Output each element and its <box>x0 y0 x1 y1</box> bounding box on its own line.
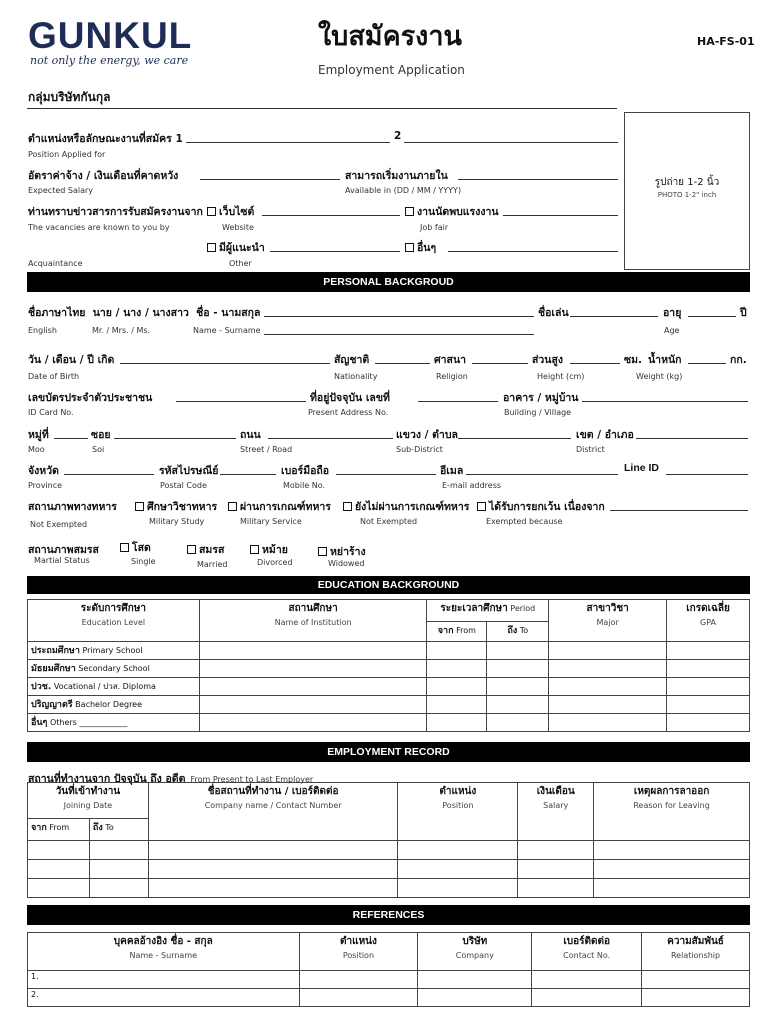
district-field[interactable] <box>636 438 748 439</box>
weight-unit: กก. <box>730 354 747 366</box>
education-row <box>28 660 750 678</box>
acquaintance-field[interactable] <box>270 251 400 252</box>
building-label: อาคาร / หมู่บ้าน <box>503 392 579 404</box>
military-option-notexempt[interactable]: ยังไม่ผ่านการเกณฑ์ทหาร <box>343 498 469 515</box>
education-row <box>28 642 750 660</box>
road-label-en: Street / Road <box>240 445 293 454</box>
road-label: ถนน <box>240 429 261 441</box>
personal-section-bar: PERSONAL BACKGROUD <box>27 272 750 292</box>
religion-label: ศาสนา <box>434 354 467 366</box>
education-level-cell: ปริญญาตรี Bachelor Degree <box>28 696 200 714</box>
employment-header-row <box>28 783 750 819</box>
ref-name-header: บุคคลอ้างอิง ชื่อ - สกุล Name - Surname <box>28 933 300 971</box>
military-notexempt-checkbox[interactable] <box>343 502 352 511</box>
military-exempt-en: Exempted because <box>486 517 563 526</box>
major-header: สาขาวิชา Major <box>549 600 667 642</box>
military-study-en: Military Study <box>149 517 205 526</box>
military-option-exempt[interactable]: ได้รับการยกเว้น เนื่องจาก <box>477 498 605 515</box>
subdistrict-label: แขวง / ตำบล <box>396 429 458 441</box>
acquaintance-checkbox[interactable] <box>207 243 216 252</box>
logo-wordmark: GUNKUL <box>28 15 193 56</box>
joining-to-header: ถึง To <box>89 819 148 841</box>
postal-field[interactable] <box>220 474 276 475</box>
position-label-en: Position Applied for <box>28 150 106 159</box>
province-label-en: Province <box>28 481 63 490</box>
marital-option-widowed[interactable]: หย่าร้าง <box>318 543 366 560</box>
header-divider <box>27 108 617 109</box>
acquaintance-label-en: Acquaintance <box>28 259 83 268</box>
salary-field[interactable] <box>200 179 340 180</box>
military-label: สถานภาพทางทหาร <box>28 501 117 513</box>
employment-section-bar: EMPLOYMENT RECORD <box>27 742 750 762</box>
company-logo <box>28 15 193 67</box>
other-option[interactable]: อื่นๆ <box>405 239 436 256</box>
building-label-en: Building / Village <box>504 408 572 417</box>
height-field[interactable] <box>570 363 620 364</box>
mobile-label: เบอร์มือถือ <box>281 465 330 477</box>
email-label-en: E-mail address <box>442 481 502 490</box>
jobfair-field[interactable] <box>503 215 618 216</box>
age-label: อายุ <box>663 307 682 319</box>
other-label-en: Other <box>229 259 252 268</box>
photo-box[interactable] <box>624 112 750 270</box>
emp-position-header: ตำแหน่ง Position <box>398 783 518 841</box>
military-option-service[interactable]: ผ่านการเกณฑ์ทหาร <box>228 498 331 515</box>
id-card-label-en: ID Card No. <box>28 408 74 417</box>
education-level-cell: ประถมศึกษา Primary School <box>28 642 200 660</box>
widowed-label-en: Widowed <box>328 559 365 568</box>
military-service-checkbox[interactable] <box>228 502 237 511</box>
marital-option-divorced[interactable]: หม้าย <box>250 541 288 558</box>
single-label-en: Single <box>131 557 156 566</box>
website-checkbox[interactable] <box>207 207 216 216</box>
education-table <box>27 599 750 732</box>
acquaintance-option[interactable]: มีผู้แนะนำ <box>207 239 265 256</box>
employment-subtitle: สถานที่ทำงานจาก ปัจจุบัน ถึง อดีต From Present to Last Employer <box>28 773 314 785</box>
website-field[interactable] <box>262 215 400 216</box>
widowed-checkbox[interactable] <box>318 547 327 556</box>
employment-row <box>28 841 750 860</box>
weight-label: น้ำหนัก <box>648 354 682 366</box>
jobfair-option[interactable]: งานนัดพบแรงงาน <box>405 203 499 220</box>
other-field[interactable] <box>448 251 618 252</box>
references-table <box>27 932 750 1007</box>
company-group: กลุ่มบริษัทกันกุล <box>28 90 111 104</box>
id-card-label: เลขบัตรประจำตัวประชาชน <box>28 392 153 404</box>
single-checkbox[interactable] <box>120 543 129 552</box>
moo-label: หมู่ที่ <box>28 429 49 441</box>
province-field[interactable] <box>64 474 154 475</box>
position-choice2-field[interactable] <box>404 142 618 143</box>
military-exempt-checkbox[interactable] <box>477 502 486 511</box>
dob-field[interactable] <box>120 363 330 364</box>
education-row <box>28 678 750 696</box>
education-section-bar: EDUCATION BACKGROUND <box>27 576 750 594</box>
salary-label: อัตราค่าจ้าง / เงินเดือนที่คาดหวัง <box>28 170 179 182</box>
nationality-field[interactable] <box>375 363 430 364</box>
email-label: อีเมล <box>440 465 464 477</box>
website-label-en: Website <box>222 223 254 232</box>
line-id-label: Line ID <box>624 462 660 474</box>
postal-label: รหัสไปรษณีย์ <box>159 465 219 477</box>
reason-header: เหตุผลการลาออก Reason for Leaving <box>594 783 750 841</box>
period-from-header: จาก From <box>427 622 487 642</box>
salary-header: เงินเดือน Salary <box>518 783 594 841</box>
english-name-field[interactable] <box>264 334 534 335</box>
photo-label-en: PHOTO 1-2" inch <box>657 191 717 199</box>
employment-table <box>27 782 750 898</box>
dob-label-en: Date of Birth <box>28 372 80 381</box>
period-header: ระยะเวลาศึกษา Period <box>427 600 549 622</box>
thai-name-label: ชื่อภาษาไทย นาย / นาง / นางสาว ชื่อ - นามสกุล <box>28 307 261 319</box>
employment-row <box>28 879 750 898</box>
military-service-en: Military Service <box>240 517 302 526</box>
marital-label-en: Martial Status <box>34 556 90 565</box>
english-label-en: English <box>28 326 57 335</box>
soi-label: ซอย <box>91 429 111 441</box>
dob-label: วัน / เดือน / ปี เกิด <box>28 354 115 366</box>
height-unit: ซม. <box>624 354 643 366</box>
divorced-label-en: Divorced <box>257 558 293 567</box>
email-field[interactable] <box>466 474 618 475</box>
jobfair-label-en: Job fair <box>420 223 449 232</box>
mobile-field[interactable] <box>336 474 436 475</box>
subdistrict-label-en: Sub-District <box>396 445 443 454</box>
reference-row <box>28 971 750 989</box>
position-choice2-label: 2 <box>394 130 402 142</box>
period-to-header: ถึง To <box>487 622 549 642</box>
education-row <box>28 696 750 714</box>
ref-position-header: ตำแหน่ง Position <box>299 933 418 971</box>
military-study-checkbox[interactable] <box>135 502 144 511</box>
doc-code: HA-FS-01 <box>697 35 755 48</box>
married-checkbox[interactable] <box>187 545 196 554</box>
available-label: สามารถเริ่มงานภายใน <box>345 170 448 182</box>
district-label-en: District <box>576 445 605 454</box>
id-card-field[interactable] <box>176 401 306 402</box>
address-label: ที่อยู่ปัจจุบัน เลขที่ <box>310 392 390 404</box>
reference-number[interactable]: 2. <box>28 989 300 1007</box>
married-label-en: Married <box>197 560 228 569</box>
soi-label-en: Soi <box>92 445 105 454</box>
jobfair-checkbox[interactable] <box>405 207 414 216</box>
ref-company-header: บริษัท Company <box>418 933 532 971</box>
moo-field[interactable] <box>54 438 88 439</box>
available-field[interactable] <box>458 179 618 180</box>
age-field[interactable] <box>688 316 736 317</box>
moo-label-en: Moo <box>28 445 45 454</box>
education-level-cell: มัธยมศึกษา Secondary School <box>28 660 200 678</box>
mobile-label-en: Mobile No. <box>283 481 326 490</box>
company-header: ชื่อสถานที่ทำงาน / เบอร์ติดต่อ Company name / Contact Number <box>148 783 398 841</box>
form-title-en: Employment Application <box>318 63 465 77</box>
employment-row <box>28 860 750 879</box>
education-row <box>28 714 750 732</box>
nickname-field[interactable] <box>570 316 658 317</box>
weight-field[interactable] <box>688 363 726 364</box>
gpa-header: เกรดเฉลี่ย GPA <box>667 600 750 642</box>
weight-label-en: Weight (kg) <box>636 372 683 381</box>
photo-label-th: รูปถ่าย 1-2 นิ้ว <box>654 177 720 188</box>
references-header-row <box>28 933 750 971</box>
logo-tagline: not only the energy, we care <box>30 54 189 67</box>
position-label: ตำแหน่งหรือลักษณะงานที่สมัคร 1 <box>28 133 183 145</box>
nickname-label: ชื่อเล่น <box>538 307 569 319</box>
marital-option-single[interactable]: โสด <box>120 539 151 556</box>
vacancy-label-en: The vacancies are known to you by <box>28 223 170 232</box>
divorced-checkbox[interactable] <box>250 545 259 554</box>
name-label-en: Name - Surname <box>193 326 261 335</box>
address-field[interactable] <box>418 401 498 402</box>
military-notexempt-en: Not Exempted <box>360 517 418 526</box>
institution-header: สถานศึกษา Name of Institution <box>199 600 427 642</box>
education-level-cell: อื่นๆ Others ____________ <box>28 714 200 732</box>
references-section-bar: REFERENCES <box>27 905 750 925</box>
road-field[interactable] <box>268 438 393 439</box>
ref-contact-header: เบอร์ติดต่อ Contact No. <box>532 933 642 971</box>
marital-label: สถานภาพสมรส <box>28 544 99 556</box>
name-field[interactable] <box>264 316 534 317</box>
district-label: เขต / อำเภอ <box>576 429 634 441</box>
salary-label-en: Expected Salary <box>28 186 93 195</box>
position-choice1-field[interactable] <box>186 142 390 143</box>
religion-label-en: Religion <box>436 372 468 381</box>
joining-date-header: วันที่เข้าทำงาน Joining Date <box>28 783 149 819</box>
military-label-en: Not Exempted <box>30 520 88 529</box>
education-header-row <box>28 600 750 622</box>
height-label: ส่วนสูง <box>532 354 564 366</box>
building-field[interactable] <box>582 401 748 402</box>
subdistrict-field[interactable] <box>458 438 571 439</box>
reference-row <box>28 989 750 1007</box>
province-label: จังหวัด <box>28 465 59 477</box>
age-label-en: Age <box>664 326 680 335</box>
other-checkbox[interactable] <box>405 243 414 252</box>
education-level-header: ระดับการศึกษา Education Level <box>28 600 200 642</box>
exempt-reason-field[interactable] <box>610 510 748 511</box>
joining-from-header: จาก From <box>28 819 90 841</box>
vacancy-label: ท่านทราบข่าวสารการรับสมัครงานจาก <box>28 206 203 218</box>
soi-field[interactable] <box>114 438 236 439</box>
nationality-label-en: Nationality <box>334 372 378 381</box>
website-option[interactable]: เว็บไซต์ <box>207 203 254 220</box>
line-id-field[interactable] <box>666 474 748 475</box>
title-label-en: Mr. / Mrs. / Ms. <box>92 326 151 335</box>
marital-option-married[interactable]: สมรส <box>187 541 224 558</box>
reference-number[interactable]: 1. <box>28 971 300 989</box>
military-option-study[interactable]: ศึกษาวิชาทหาร <box>135 498 217 515</box>
religion-field[interactable] <box>472 363 528 364</box>
height-label-en: Height (cm) <box>537 372 585 381</box>
form-title-th: ใบสมัครงาน <box>318 21 462 52</box>
ref-relationship-header: ความสัมพันธ์ Relationship <box>642 933 750 971</box>
age-unit: ปี <box>740 307 747 319</box>
address-label-en: Present Address No. <box>308 408 389 417</box>
postal-label-en: Postal Code <box>160 481 207 490</box>
available-label-en: Available in (DD / MM / YYYY) <box>345 186 462 195</box>
nationality-label: สัญชาติ <box>334 354 370 366</box>
education-level-cell: ปวช. Vocational / ปวส. Diploma <box>28 678 200 696</box>
